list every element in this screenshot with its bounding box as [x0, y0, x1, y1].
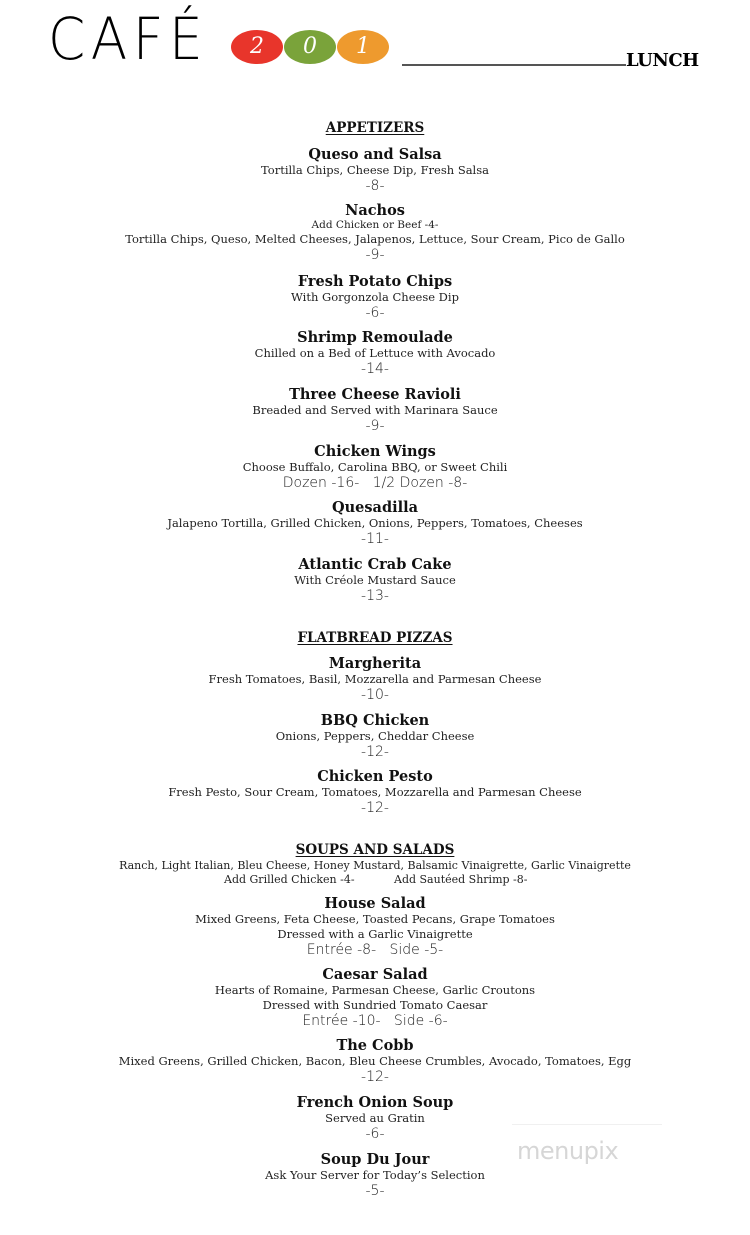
menu-item: [0, 656, 750, 703]
menu-item: [0, 896, 750, 958]
menu-item: [0, 1038, 750, 1085]
item-description: Onions, Peppers, Cheddar Cheese: [275, 729, 475, 743]
item-name: Atlantic Crab Cake: [298, 556, 452, 573]
item-name: Chicken Pesto: [317, 768, 433, 785]
item-description: Breaded and Served with Marinara Sauce: [252, 403, 498, 417]
item-description: Hearts of Romaine, Parmesan Cheese, Garlic Croutons: [214, 983, 536, 997]
item-price: -12-: [361, 744, 389, 760]
menu-header: [0, 0, 750, 100]
item-name: The Cobb: [336, 1037, 414, 1054]
item-price: -8-: [365, 178, 385, 194]
menu-item: [0, 387, 750, 434]
logo-digit-circle-red: 2: [231, 30, 283, 64]
item-description: Mixed Greens, Grilled Chicken, Bacon, Bleu Cheese Crumbles, Avocado, Tomatoes, Egg: [118, 1054, 632, 1068]
item-name: BBQ Chicken: [320, 712, 430, 729]
menu-item: [0, 967, 750, 1029]
item-price: -12-: [361, 1069, 389, 1085]
item-description: Fresh Tomatoes, Basil, Mozzarella and Parmesan Cheese: [208, 672, 542, 686]
meal-title: LUNCH: [626, 50, 699, 71]
section-title-appetizers: APPETIZERS: [325, 120, 425, 136]
menu-item: [0, 147, 750, 194]
menu-item: [0, 557, 750, 604]
menu-item: [0, 274, 750, 321]
menu-item: [0, 713, 750, 760]
item-price: -13-: [361, 588, 389, 604]
item-price: Entrée -10- Side -6-: [302, 1013, 448, 1029]
logo-wordmark: CAFÉ: [48, 5, 209, 73]
item-description: Chilled on a Bed of Lettuce with Avocado: [254, 346, 496, 360]
watermark-text: menupix: [517, 1137, 619, 1165]
item-price: -12-: [361, 800, 389, 816]
addon-grilled-chicken: Add Grilled Chicken -4-: [224, 873, 355, 886]
item-description: With Gorgonzola Cheese Dip: [291, 290, 459, 304]
menu-item: [0, 444, 750, 491]
item-description-dressing: Dressed with a Garlic Vinaigrette: [277, 927, 473, 941]
item-description: Tortilla Chips, Queso, Melted Cheeses, Jalapenos, Lettuce, Sour Cream, Pico de Gallo: [125, 232, 625, 246]
section-title-soups-and-salads: SOUPS AND SALADS: [295, 842, 455, 858]
item-description: Tortilla Chips, Cheese Dip, Fresh Salsa: [261, 163, 489, 177]
item-description-dressing: Dressed with Sundried Tomato Caesar: [262, 998, 488, 1012]
menu-item: [0, 769, 750, 816]
item-name: Fresh Potato Chips: [297, 273, 453, 290]
item-name: Margherita: [328, 655, 422, 672]
item-name: Soup Du Jour: [320, 1151, 430, 1168]
menu-item: [0, 330, 750, 377]
item-price: -10-: [361, 687, 389, 703]
item-description: Fresh Pesto, Sour Cream, Tomatoes, Mozzarella and Parmesan Cheese: [168, 785, 582, 799]
dressing-options: Ranch, Light Italian, Bleu Cheese, Honey Mustard, Balsamic Vinaigrette, Garlic Vinaigrette: [119, 859, 631, 872]
logo-digit-circle-orange: 1: [337, 30, 389, 64]
watermark-rule: [512, 1124, 662, 1125]
item-description: Jalapeno Tortilla, Grilled Chicken, Onions, Peppers, Tomatoes, Cheeses: [167, 516, 583, 530]
item-name: Queso and Salsa: [308, 146, 442, 163]
item-price: -14-: [361, 361, 389, 377]
item-price: -6-: [365, 305, 385, 321]
item-description: Ask Your Server for Today’s Selection: [265, 1168, 485, 1182]
item-description: With Créole Mustard Sauce: [294, 573, 456, 587]
item-description: Choose Buffalo, Carolina BBQ, or Sweet Chili: [242, 460, 508, 474]
item-price: -5-: [365, 1183, 385, 1199]
item-price: -11-: [361, 531, 389, 547]
item-price: Entrée -8- Side -5-: [306, 942, 444, 958]
item-name: Shrimp Remoulade: [297, 329, 453, 346]
item-price: Dozen -16- 1/2 Dozen -8-: [282, 475, 468, 491]
item-name: Three Cheese Ravioli: [289, 386, 461, 403]
item-name: Caesar Salad: [322, 966, 428, 983]
item-price: -9-: [365, 418, 385, 434]
item-name: Quesadilla: [331, 499, 419, 516]
addon-sauteed-shrimp: Add Sautéed Shrimp -8-: [394, 873, 528, 886]
logo-digit-circle-green: 0: [284, 30, 336, 64]
item-name: French Onion Soup: [296, 1094, 454, 1111]
item-name: House Salad: [324, 895, 426, 912]
menu-item: [0, 1095, 750, 1142]
section-title-flatbread-pizzas: FLATBREAD PIZZAS: [297, 630, 453, 646]
header-divider-line: [402, 64, 626, 66]
item-description: Served au Gratin: [325, 1111, 425, 1125]
menu-item: [0, 1152, 750, 1199]
item-name: Chicken Wings: [314, 443, 436, 460]
item-name: Nachos: [345, 202, 405, 219]
item-note: Add Chicken or Beef -4-: [311, 219, 439, 231]
item-description: Mixed Greens, Feta Cheese, Toasted Pecans, Grape Tomatoes: [195, 912, 555, 926]
item-price: -9-: [365, 247, 385, 263]
item-price: -6-: [365, 1126, 385, 1142]
menu-item: [0, 500, 750, 547]
menu-item: [0, 203, 750, 263]
